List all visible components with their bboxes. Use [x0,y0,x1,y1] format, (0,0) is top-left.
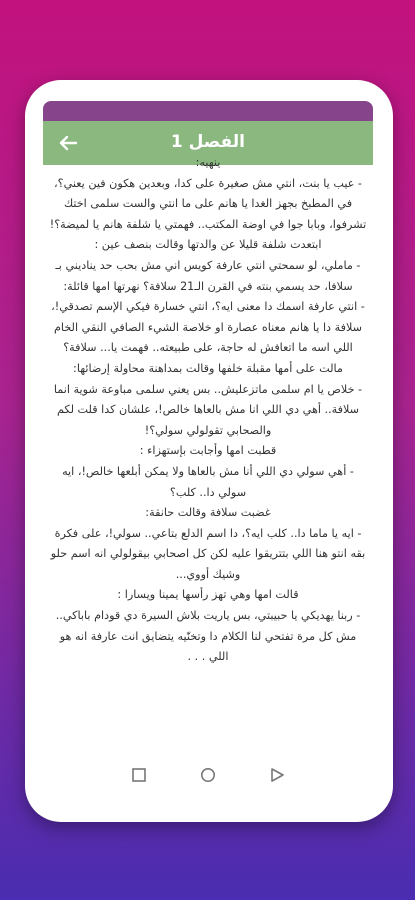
back-button[interactable] [269,767,285,783]
circle-icon [200,767,216,783]
app-screen [43,101,373,791]
status-bar [43,101,373,121]
paragraph: - أهي سولي دي اللي أنا مش بالعاها ولا يمكن أبلعها خالص!، ايه سولي دا.. كلب؟ [62,464,354,499]
paragraph: ابتعدت شلفة قليلا عن والدتها وقالت بنصف عين : [94,238,322,252]
paragraph: قالت امها وهي تهز رأسها يمينا ويسارا : [117,588,299,602]
square-icon [131,767,147,783]
paragraph: قطبت امها وأجابت بإستهزاء : [139,444,277,458]
paragraph: - خلاص يا ام سلمى ماتزعليش.. بس يعني سلمى مباوعة شوية انما سلافة.. أهي دي اللي انا مش بالعاها خالص!، علشان كدا قلت لكم والصحابي تقولولي سولي؟! [53,382,363,437]
paragraph: - انتي عارفة اسمك دا معنى ايه؟، انتي خسارة فيكي الإسم تصدقي!، سلافة دا يا هانم معناه عصارة او خلاصة الشيء الصافي النقي الخام اللي اسه ما اتعافش له حاجة، على طبيعته.. فهمت يا... سلافة؟ [51,300,365,355]
chapter-text[interactable] [43,156,373,759]
paragraph: - ربنا يهديكي يا حبيبتي، بس ياريت بلاش السيرة دي قودام باباكي.. مش كل مرة تفتحي لنا الكلام دا وتخنّيه يتضايق انت عارفة انه هو اللي . . . [55,609,361,664]
paragraph: - ايه يا ماما دا.. كلب ايه؟، دا اسم الدلع بتاعي.. سولي!، على فكرة بقه انتو هنا اللي بتتريقوا عليه لكن كل اصحابي بيقولولي انه اسم حلو وشيك أووي... [50,526,366,581]
paragraph: - عيب يا بنت، انتي مش صغيرة على كدا، وبعدين هكون فين يعني؟، في المطبخ بجهز الغدا يا هانم على ما انتي والست سلمى اختك تشرفوا، وبابا جوا في اوضة المكتب.. فهمتي يا شلفة هانم يا لميضة؟! [49,176,367,231]
triangle-back-icon [269,767,285,783]
paragraph: مالت على أمها مقبلة خلفها وقالت بمداهنة محاولة إرضائها: [73,361,343,375]
recents-button[interactable] [131,767,147,783]
paragraph: ينهيه: [195,156,221,169]
paragraph: غضبت سلافة وقالت حانقة: [145,506,271,520]
chapter-title: الفصل 1 [170,132,245,152]
paragraph: - ماملي، لو سمحتي انتي عارفة كويس اني مش بحب حد يناديني بـ سلافا، حد يسمي بنته في القرن الـ21 سلافة؟ نهرتها امها قائلة: [55,258,361,293]
system-nav-bar [43,759,373,791]
home-button[interactable] [200,767,216,783]
